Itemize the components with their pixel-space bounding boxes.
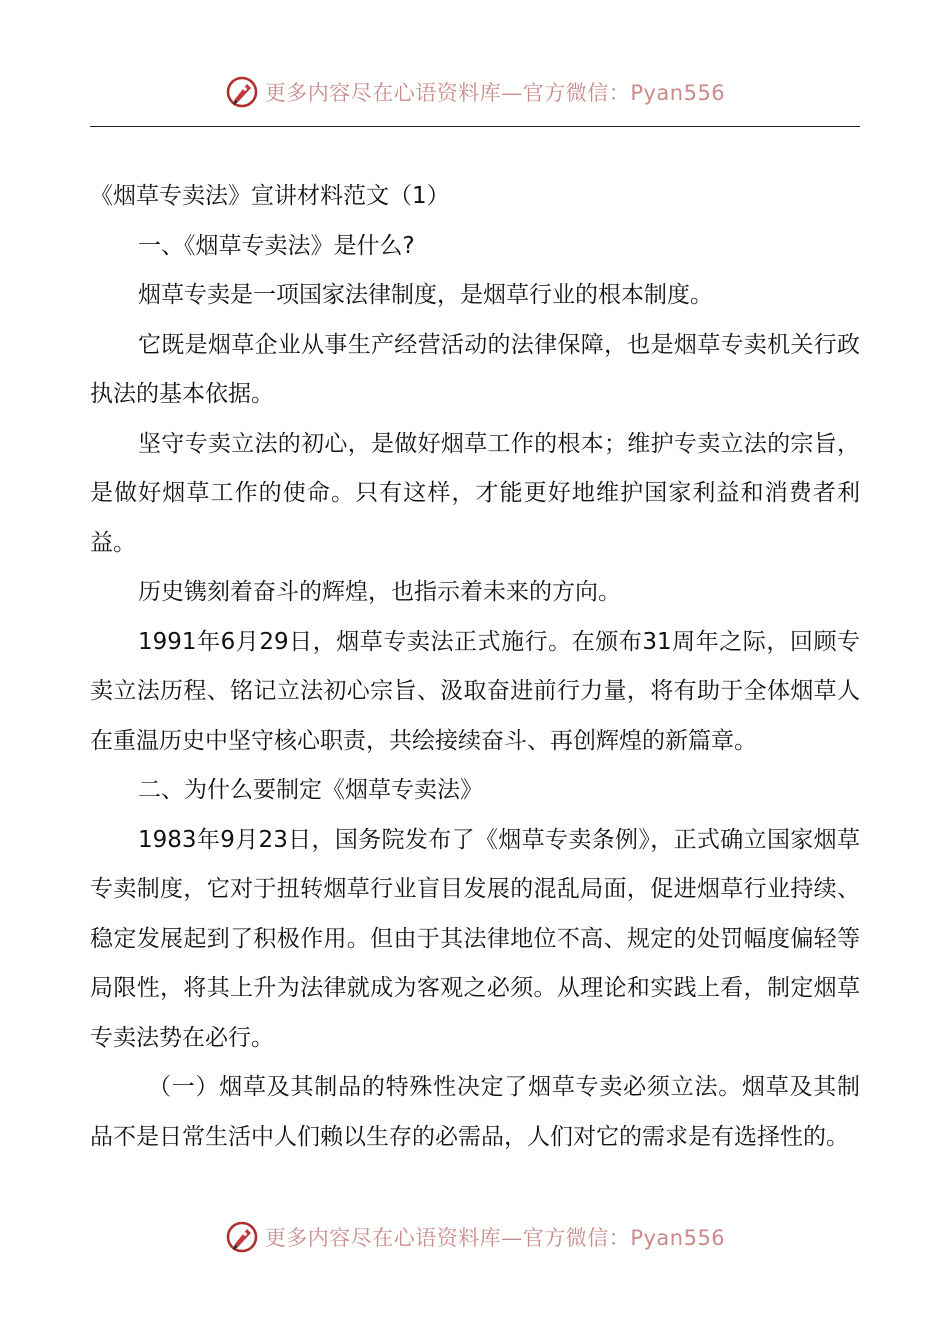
paragraph: （一）烟草及其制品的特殊性决定了烟草专卖必须立法。烟草及其制品不是日常生活中人们赖以生存的必需品，人们对它的需求是有选择性的。	[90, 1074, 860, 1150]
header-banner	[0, 70, 950, 114]
section-heading-2: 二、为什么要制定《烟草专卖法》	[138, 777, 483, 803]
header-divider	[90, 126, 860, 127]
header-wechat-id: Pyan556	[630, 81, 726, 105]
paragraph: 它既是烟草企业从事生产经营活动的法律保障，也是烟草专卖机关行政执法的基本依据。	[90, 331, 860, 407]
pen-nib-logo-icon	[225, 1220, 259, 1254]
header-banner-label: 更多内容尽在心语资料库—官方微信：	[264, 81, 631, 105]
pen-nib-logo-icon	[225, 75, 259, 109]
paragraph: 1983年9月23日，国务院发布了《烟草专卖条例》，正式确立国家烟草专卖制度，它对于扭转烟草行业盲目发展的混乱局面，促进烟草行业持续、稳定发展起到了积极作用。但由于其法律地位不高、规定的处罚幅度偏轻等局限性，将其上升为法律就成为客观之必须。从理论和实践上看，制定烟草专卖法势在必行。	[90, 826, 860, 1051]
section-heading-1: 一、《烟草专卖法》是什么?	[138, 232, 415, 259]
document-title: 《烟草专卖法》宣讲材料范文（1）	[90, 183, 450, 209]
footer-banner-label: 更多内容尽在心语资料库—官方微信：	[264, 1226, 631, 1250]
paragraph: 烟草专卖是一项国家法律制度，是烟草行业的根本制度。	[138, 282, 713, 308]
paragraph: 坚守专卖立法的初心，是做好烟草工作的根本；维护专卖立法的宗旨，是做好烟草工作的使命。只有这样，才能更好地维护国家利益和消费者利益。	[90, 430, 860, 556]
document-body	[90, 172, 860, 1162]
footer-banner	[0, 1215, 950, 1259]
paragraph: 历史镌刻着奋斗的辉煌，也指示着未来的方向。	[138, 579, 621, 605]
paragraph: 1991年6月29日，烟草专卖法正式施行。在颁布31周年之际，回顾专卖立法历程、铭记立法初心宗旨、汲取奋进前行力量，将有助于全体烟草人在重温历史中坚守核心职责，共绘接续奋斗、再创辉煌的新篇章。	[90, 628, 860, 754]
header-banner-text	[265, 77, 725, 107]
footer-wechat-id: Pyan556	[630, 1226, 726, 1250]
footer-banner-text	[265, 1222, 725, 1252]
